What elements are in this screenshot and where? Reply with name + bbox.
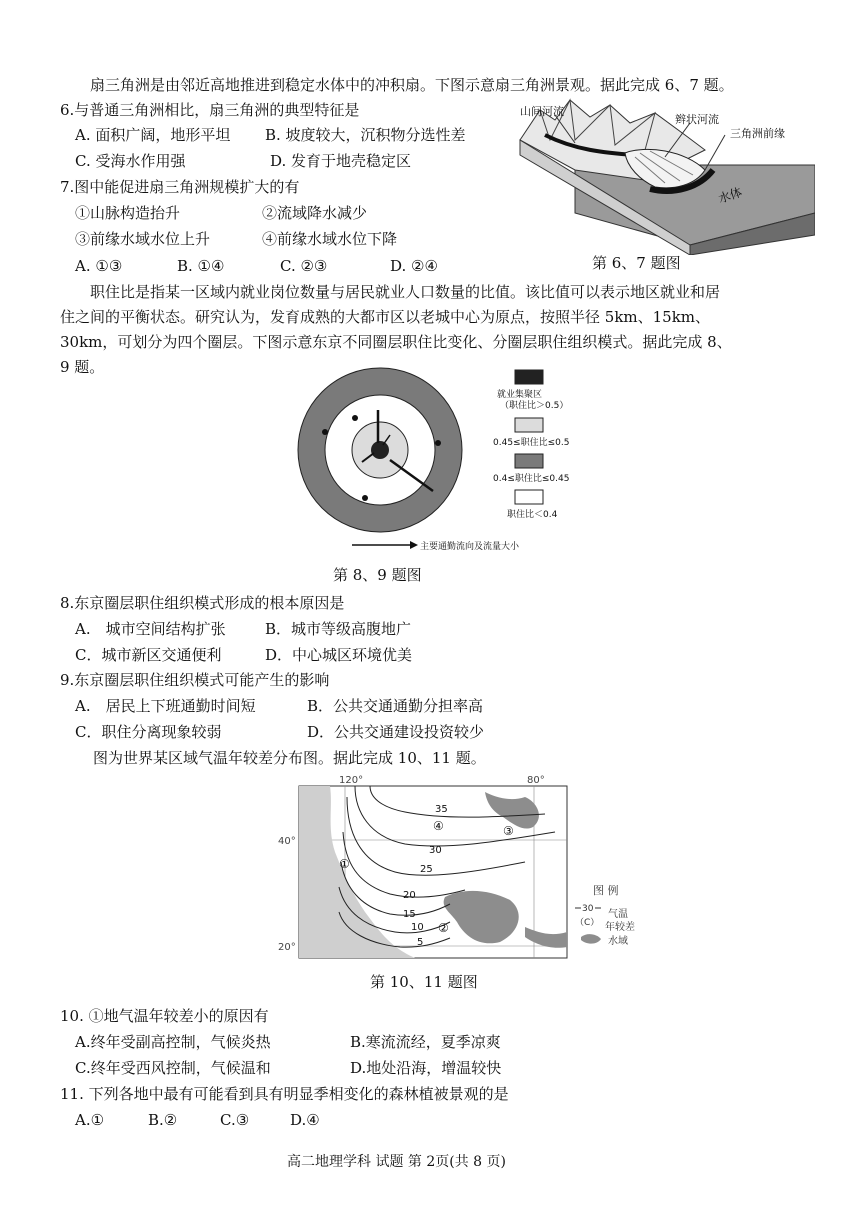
q7-item-4: ④前缘水域水位下降 (262, 230, 398, 248)
fig89-caption: 第 8、9 题图 (333, 566, 422, 584)
fan-delta-figure (515, 95, 815, 255)
label-delta-front: 三角洲前缘 (730, 127, 785, 140)
q7-option-d: D. ②④ (390, 257, 438, 275)
q7-option-b: B. ①④ (177, 257, 225, 275)
q11-option-a: A.① (75, 1111, 105, 1129)
label-mountain-river: 山间河流 (520, 105, 564, 118)
map-legend-title: 图 例 (593, 884, 619, 897)
iso-10: 10 (411, 922, 424, 933)
intro-job-housing-l2: 住之间的平衡状态。研究认为，发育成熟的大都市区以老城中心为原点，按照半径 5km、15km、 (60, 308, 711, 326)
q7-stem: 7.图中能促进扇三角洲规模扩大的有 (60, 178, 300, 196)
page-footer: 高二地理学科 试题 第 2页(共 8 页) (287, 1154, 506, 1170)
lon-80: 80° (527, 775, 545, 786)
intro-job-housing-l3: 30km，可划分为四个圈层。下图示意东京不同圈层职住比变化、分圈层职住组织模式。据此完成 8、 (60, 333, 732, 351)
q6-option-c: C. 受海水作用强 (75, 152, 186, 170)
q10-option-a: A.终年受副高控制，气候炎热 (75, 1033, 271, 1051)
q7-item-2: ②流域降水减少 (262, 204, 368, 222)
q9-option-a: A. 居民上下班通勤时间短 (75, 697, 256, 715)
q11-option-b: B.② (148, 1111, 178, 1129)
intro-job-housing-l4: 9 题。 (60, 358, 105, 376)
lon-120: 120° (339, 775, 364, 786)
q9-stem: 9.东京圈层职住组织模式可能产生的影响 (60, 671, 330, 689)
lat-40: 40° (278, 836, 296, 847)
legend-employment-cluster-ratio: （职住比＞0.5） (500, 401, 569, 411)
q9-option-b: B．公共交通通勤分担率高 (307, 697, 484, 715)
temperature-range-map (275, 772, 655, 964)
q6-option-b: B. 坡度较大，沉积物分选性差 (265, 126, 466, 144)
fig67-caption: 第 6、7 题图 (592, 254, 681, 272)
map-legend-iso-value: 30 (582, 904, 594, 914)
map-legend-water: 水域 (608, 936, 628, 947)
map-legend-iso-unit: （C） (575, 918, 600, 928)
q6-stem: 6.与普通三角洲相比，扇三角洲的典型特征是 (60, 101, 360, 119)
marker-1: ① (339, 857, 350, 871)
q8-option-d: D．中心城区环境优美 (265, 646, 413, 664)
map-legend-iso-label1: 气温 (608, 909, 628, 920)
q9-option-d: D．公共交通建设投资较少 (307, 723, 485, 741)
q10-option-c: C.终年受西风控制，气候温和 (75, 1059, 271, 1077)
label-water-body: 水体 (716, 185, 744, 206)
q8-stem: 8.东京圈层职住组织模式形成的根本原因是 (60, 594, 345, 612)
q7-option-a: A. ①③ (75, 257, 123, 275)
iso-30: 30 (429, 845, 442, 856)
iso-5: 5 (417, 937, 424, 948)
q8-option-b: B．城市等级高腹地广 (265, 620, 412, 638)
q7-option-c: C. ②③ (280, 257, 328, 275)
tokyo-rings-figure (290, 365, 590, 560)
iso-35: 35 (435, 804, 448, 815)
q7-item-1: ①山脉构造抬升 (75, 204, 181, 222)
q11-option-c: C.③ (220, 1111, 250, 1129)
marker-4: ④ (433, 819, 444, 833)
q9-option-c: C．职住分离现象较弱 (75, 723, 222, 741)
q8-option-c: C．城市新区交通便利 (75, 646, 222, 664)
legend-employment-cluster: 就业集聚区 (497, 390, 543, 400)
q10-option-b: B.寒流流经，夏季凉爽 (350, 1033, 501, 1051)
q8-option-a: A. 城市空间结构扩张 (75, 620, 226, 638)
iso-25: 25 (420, 864, 433, 875)
intro-job-housing-l1: 职住比是指某一区域内就业岗位数量与居民就业人口数量的比值。该比值可以表示地区就业和居 (90, 283, 721, 301)
iso-20: 20 (403, 890, 416, 901)
legend-ratio-04-045: 0.4≤职住比≤0.45 (493, 474, 570, 484)
q7-item-3: ③前缘水域水位上升 (75, 230, 211, 248)
marker-3: ③ (503, 824, 514, 838)
map-legend-iso-label2: 年较差 (605, 922, 635, 933)
intro-temperature-range: 图为世界某区域气温年较差分布图。据此完成 10、11 题。 (93, 749, 486, 767)
legend-commute-arrow: 主要通勤流向及流量大小 (420, 542, 520, 552)
marker-2: ② (438, 921, 449, 935)
label-braided-river: 辫状河流 (675, 113, 719, 126)
lat-20: 20° (278, 942, 296, 953)
fig1011-caption: 第 10、11 题图 (370, 973, 478, 991)
iso-15: 15 (403, 909, 416, 920)
q6-option-a: A. 面积广阔，地形平坦 (75, 126, 231, 144)
legend-ratio-under-04: 职住比＜0.4 (507, 510, 558, 520)
q11-option-d: D.④ (290, 1111, 320, 1129)
intro-fan-delta: 扇三角洲是由邻近高地推进到稳定水体中的冲积扇。下图示意扇三角洲景观。据此完成 6、7 题。 (90, 76, 734, 94)
legend-ratio-045-05: 0.45≤职住比≤0.5 (493, 438, 570, 448)
q10-stem: 10. ①地气温年较差小的原因有 (60, 1007, 269, 1025)
q6-option-d: D. 发育于地壳稳定区 (270, 152, 412, 170)
q11-stem: 11. 下列各地中最有可能看到具有明显季相变化的森林植被景观的是 (60, 1085, 509, 1103)
q10-option-d: D.地处沿海，增温较快 (350, 1059, 502, 1077)
